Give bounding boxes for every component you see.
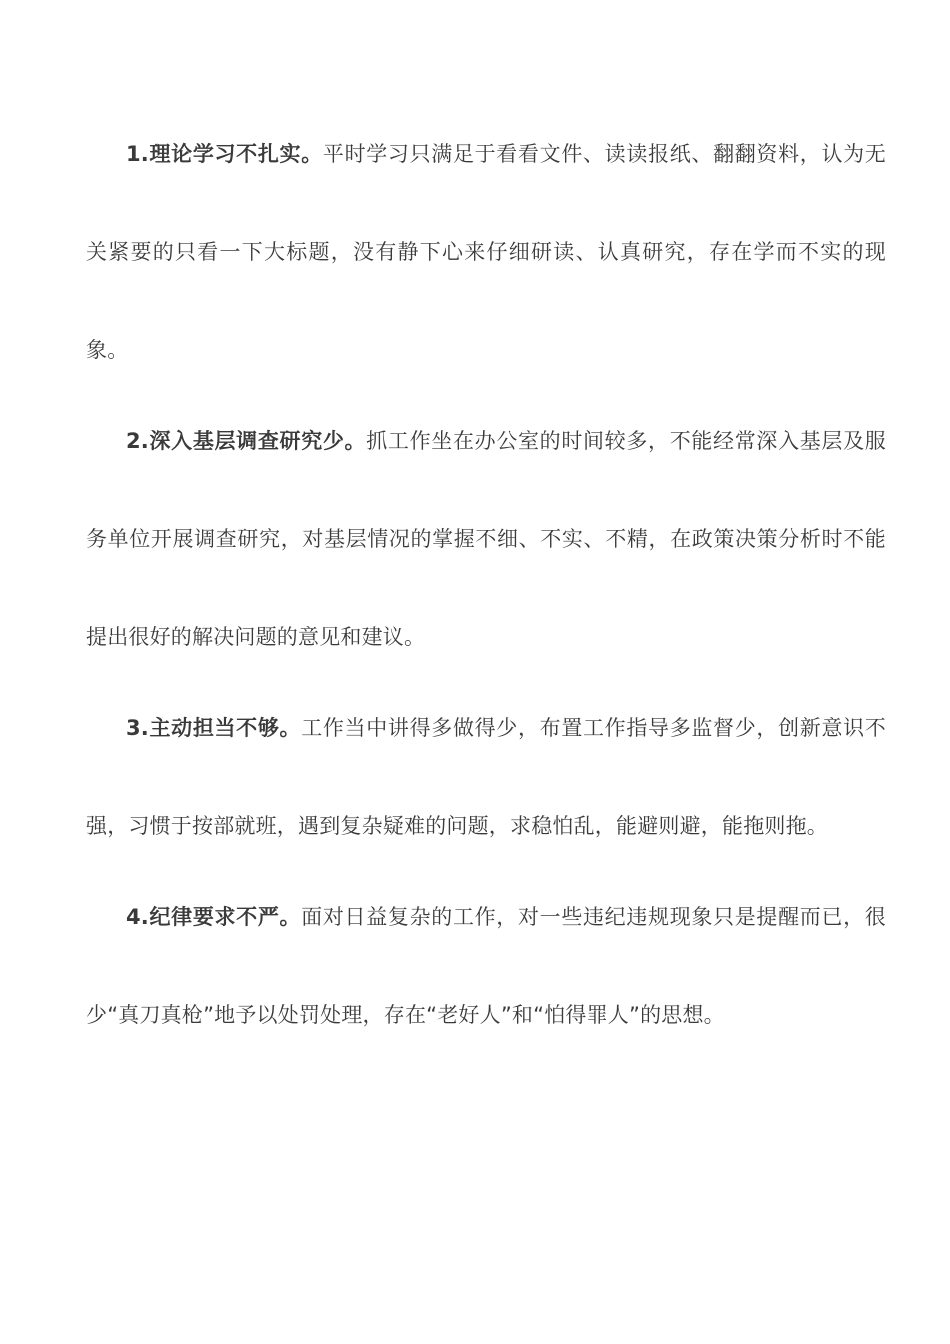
- paragraph-grassroots-research: [86, 392, 886, 686]
- paragraph-heading: 3.主动担当不够。: [126, 716, 302, 740]
- paragraph-initiative: [86, 679, 886, 875]
- paragraph-text: 平时学习只满足于看看文件、读读报纸、翻翻资料，认为无关紧要的只看一下大标题，没有静下心来仔细研读、认真研究，存在学而不实的现象。: [86, 142, 887, 362]
- paragraph-heading: 1.理论学习不扎实。: [126, 142, 323, 166]
- paragraph-text: 面对日益复杂的工作，对一些违纪违规现象只是提醒而已，很少“真刀真枪”地予以处罚处理，存在“老好人”和“怕得罪人”的思想。: [86, 905, 886, 1027]
- paragraph-discipline: [86, 868, 886, 1064]
- paragraph-heading: 2.深入基层调查研究少。: [126, 429, 367, 453]
- paragraph-text: 工作当中讲得多做得少，布置工作指导多监督少，创新意识不强，习惯于按部就班，遇到复杂疑难的问题，求稳怕乱，能避则避，能拖则拖。: [86, 716, 886, 838]
- paragraph-text: 抓工作坐在办公室的时间较多，不能经常深入基层及服务单位开展调查研究，对基层情况的掌握不细、不实、不精，在政策决策分析时不能提出很好的解决问题的意见和建议。: [86, 429, 886, 649]
- paragraph-theory-study: [86, 105, 886, 399]
- paragraph-heading: 4.纪律要求不严。: [126, 905, 302, 929]
- document-body: [86, 105, 886, 1064]
